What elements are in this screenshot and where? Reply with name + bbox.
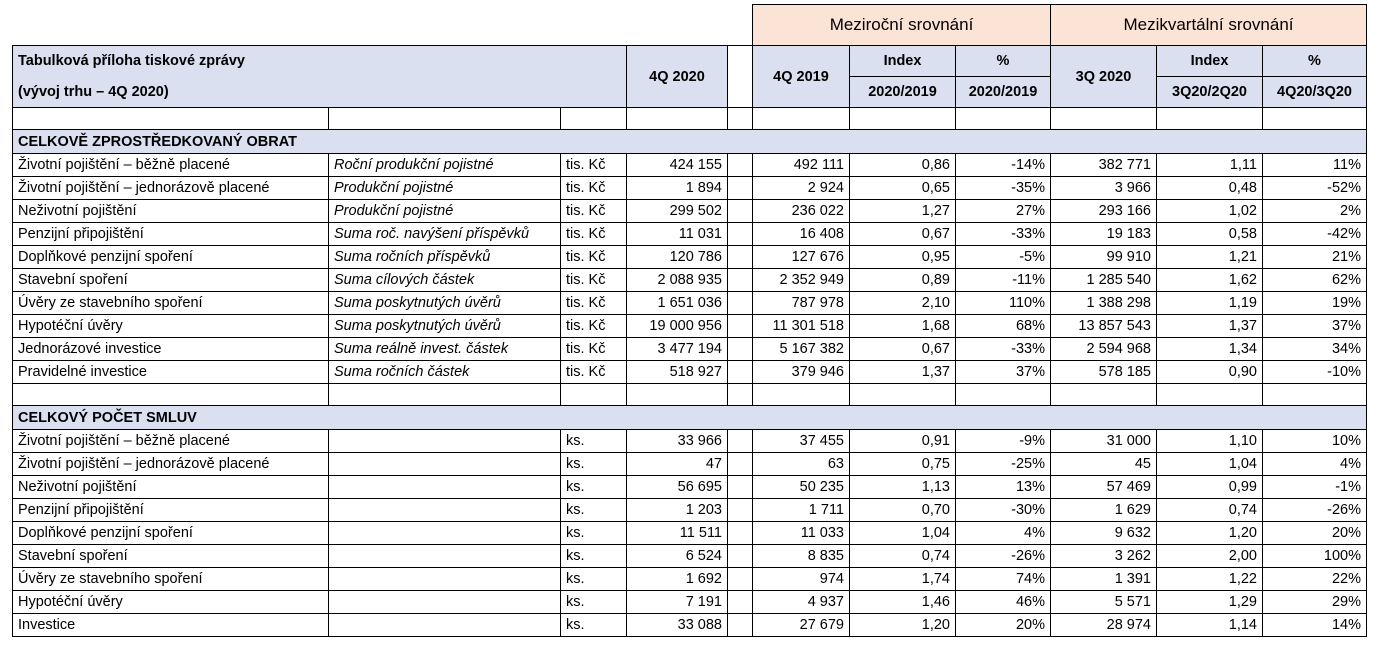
row-value-3q2020: 1 388 298 xyxy=(1051,292,1157,315)
row-unit: ks. xyxy=(561,499,627,522)
row-pct-yoy: -11% xyxy=(956,269,1051,292)
row-name: Doplňkové penzijní spoření xyxy=(13,246,329,269)
col-header-pct-qoq: % xyxy=(1263,46,1367,77)
row-measure xyxy=(329,591,561,614)
row-value-3q2020: 578 185 xyxy=(1051,361,1157,384)
row-value-4q2020: 11 511 xyxy=(627,522,728,545)
row-index-yoy: 0,91 xyxy=(850,430,956,453)
row-measure xyxy=(329,453,561,476)
row-index-qoq: 1,22 xyxy=(1157,568,1263,591)
row-value-4q2019: 787 978 xyxy=(753,292,850,315)
group-qoq-label: Mezikvartální srovnání xyxy=(1051,5,1367,46)
row-value-4q2019: 8 835 xyxy=(753,545,850,568)
row-value-4q2020: 47 xyxy=(627,453,728,476)
row-value-4q2020: 120 786 xyxy=(627,246,728,269)
row-value-4q2020: 33 966 xyxy=(627,430,728,453)
row-name: Penzijní připojištění xyxy=(13,499,329,522)
row-value-3q2020: 3 262 xyxy=(1051,545,1157,568)
row-value-4q2020: 299 502 xyxy=(627,200,728,223)
group-yoy-label: Meziroční srovnání xyxy=(753,5,1051,46)
row-value-3q2020: 1 391 xyxy=(1051,568,1157,591)
row-pct-yoy: -14% xyxy=(956,154,1051,177)
row-unit: ks. xyxy=(561,568,627,591)
col-header-index-yoy: Index xyxy=(850,46,956,77)
row-name: Životní pojištění – běžně placené xyxy=(13,430,329,453)
row-measure xyxy=(329,430,561,453)
row-name: Neživotní pojištění xyxy=(13,200,329,223)
row-pct-yoy: 20% xyxy=(956,614,1051,637)
row-pct-yoy: -33% xyxy=(956,338,1051,361)
row-value-4q2020: 6 524 xyxy=(627,545,728,568)
row-index-yoy: 1,46 xyxy=(850,591,956,614)
table-row xyxy=(13,223,1367,246)
row-value-4q2019: 379 946 xyxy=(753,361,850,384)
row-measure: Suma roč. navýšení příspěvků xyxy=(329,223,561,246)
row-index-qoq: 0,74 xyxy=(1157,499,1263,522)
row-unit: tis. Kč xyxy=(561,315,627,338)
table-row xyxy=(13,499,1367,522)
row-index-yoy: 0,67 xyxy=(850,338,956,361)
row-value-4q2019: 50 235 xyxy=(753,476,850,499)
row-index-yoy: 0,89 xyxy=(850,269,956,292)
row-pct-qoq: -1% xyxy=(1263,476,1367,499)
row-name: Penzijní připojištění xyxy=(13,223,329,246)
row-value-4q2020: 2 088 935 xyxy=(627,269,728,292)
spacer-row xyxy=(13,108,1367,130)
row-value-4q2020: 3 477 194 xyxy=(627,338,728,361)
row-index-yoy: 0,67 xyxy=(850,223,956,246)
table-row xyxy=(13,361,1367,384)
row-value-4q2020: 33 088 xyxy=(627,614,728,637)
col-header-4q2019: 4Q 2019 xyxy=(753,46,850,108)
row-name: Pravidelné investice xyxy=(13,361,329,384)
row-measure: Suma ročních příspěvků xyxy=(329,246,561,269)
row-pct-yoy: 13% xyxy=(956,476,1051,499)
col-header-2020-2019-index: 2020/2019 xyxy=(850,77,956,108)
row-name: Hypotéční úvěry xyxy=(13,315,329,338)
table-row xyxy=(13,154,1367,177)
row-unit: tis. Kč xyxy=(561,223,627,246)
row-unit: tis. Kč xyxy=(561,246,627,269)
row-unit: ks. xyxy=(561,430,627,453)
row-measure xyxy=(329,545,561,568)
row-unit: tis. Kč xyxy=(561,200,627,223)
row-index-qoq: 1,21 xyxy=(1157,246,1263,269)
group-header-row xyxy=(13,5,1367,46)
row-index-yoy: 0,70 xyxy=(850,499,956,522)
col-header-3q2020: 3Q 2020 xyxy=(1051,46,1157,108)
spacer-row xyxy=(13,384,1367,406)
row-value-4q2019: 127 676 xyxy=(753,246,850,269)
row-measure xyxy=(329,614,561,637)
row-value-4q2020: 424 155 xyxy=(627,154,728,177)
row-index-qoq: 1,14 xyxy=(1157,614,1263,637)
row-index-qoq: 1,02 xyxy=(1157,200,1263,223)
row-measure: Produkční pojistné xyxy=(329,200,561,223)
row-value-4q2019: 37 455 xyxy=(753,430,850,453)
section-title: CELKOVĚ ZPROSTŘEDKOVANÝ OBRAT xyxy=(13,130,1367,154)
row-measure xyxy=(329,568,561,591)
row-index-qoq: 0,48 xyxy=(1157,177,1263,200)
table-row xyxy=(13,568,1367,591)
section-title: CELKOVÝ POČET SMLUV xyxy=(13,406,1367,430)
row-pct-qoq: 10% xyxy=(1263,430,1367,453)
table-row xyxy=(13,453,1367,476)
row-index-yoy: 0,74 xyxy=(850,545,956,568)
row-value-4q2020: 1 894 xyxy=(627,177,728,200)
row-pct-yoy: 74% xyxy=(956,568,1051,591)
row-measure xyxy=(329,499,561,522)
row-name: Neživotní pojištění xyxy=(13,476,329,499)
row-unit: tis. Kč xyxy=(561,338,627,361)
row-value-4q2020: 19 000 956 xyxy=(627,315,728,338)
row-index-qoq: 0,99 xyxy=(1157,476,1263,499)
col-header-3q20-2q20: 3Q20/2Q20 xyxy=(1157,77,1263,108)
row-value-3q2020: 31 000 xyxy=(1051,430,1157,453)
row-pct-yoy: -9% xyxy=(956,430,1051,453)
row-name: Úvěry ze stavebního spoření xyxy=(13,292,329,315)
row-unit: tis. Kč xyxy=(561,292,627,315)
row-index-qoq: 2,00 xyxy=(1157,545,1263,568)
table-row xyxy=(13,177,1367,200)
row-measure xyxy=(329,522,561,545)
table-row xyxy=(13,522,1367,545)
section-title-row xyxy=(13,406,1367,430)
row-value-4q2020: 56 695 xyxy=(627,476,728,499)
row-value-4q2019: 63 xyxy=(753,453,850,476)
row-pct-qoq: 22% xyxy=(1263,568,1367,591)
row-index-qoq: 1,04 xyxy=(1157,453,1263,476)
table-row xyxy=(13,545,1367,568)
row-pct-qoq: -52% xyxy=(1263,177,1367,200)
table-row xyxy=(13,430,1367,453)
col-header-index-qoq: Index xyxy=(1157,46,1263,77)
row-value-3q2020: 9 632 xyxy=(1051,522,1157,545)
table-row xyxy=(13,269,1367,292)
row-pct-qoq: 11% xyxy=(1263,154,1367,177)
row-pct-qoq: 14% xyxy=(1263,614,1367,637)
row-pct-yoy: -25% xyxy=(956,453,1051,476)
row-pct-yoy: 37% xyxy=(956,361,1051,384)
row-name: Stavební spoření xyxy=(13,545,329,568)
row-value-3q2020: 45 xyxy=(1051,453,1157,476)
row-name: Doplňkové penzijní spoření xyxy=(13,522,329,545)
row-value-3q2020: 293 166 xyxy=(1051,200,1157,223)
header-row-1 xyxy=(13,46,1367,77)
row-index-qoq: 0,90 xyxy=(1157,361,1263,384)
row-measure: Suma ročních částek xyxy=(329,361,561,384)
row-value-4q2019: 2 352 949 xyxy=(753,269,850,292)
table-row xyxy=(13,292,1367,315)
row-value-4q2019: 27 679 xyxy=(753,614,850,637)
col-header-pct-yoy: % xyxy=(956,46,1051,77)
row-index-yoy: 1,13 xyxy=(850,476,956,499)
row-index-qoq: 1,37 xyxy=(1157,315,1263,338)
row-pct-yoy: -35% xyxy=(956,177,1051,200)
row-index-yoy: 0,65 xyxy=(850,177,956,200)
row-unit: tis. Kč xyxy=(561,269,627,292)
row-pct-qoq: -42% xyxy=(1263,223,1367,246)
row-index-qoq: 1,34 xyxy=(1157,338,1263,361)
row-value-3q2020: 2 594 968 xyxy=(1051,338,1157,361)
row-value-3q2020: 13 857 543 xyxy=(1051,315,1157,338)
section-title-row xyxy=(13,130,1367,154)
col-header-2020-2019-pct: 2020/2019 xyxy=(956,77,1051,108)
row-name: Úvěry ze stavebního spoření xyxy=(13,568,329,591)
row-measure: Roční produkční pojistné xyxy=(329,154,561,177)
row-value-4q2019: 11 033 xyxy=(753,522,850,545)
row-unit: ks. xyxy=(561,453,627,476)
row-unit: tis. Kč xyxy=(561,361,627,384)
row-value-4q2020: 7 191 xyxy=(627,591,728,614)
row-pct-qoq: 100% xyxy=(1263,545,1367,568)
row-name: Stavební spoření xyxy=(13,269,329,292)
row-name: Jednorázové investice xyxy=(13,338,329,361)
row-value-4q2020: 11 031 xyxy=(627,223,728,246)
col-header-4q2020: 4Q 2020 xyxy=(627,46,728,108)
row-index-yoy: 0,75 xyxy=(850,453,956,476)
row-pct-yoy: 68% xyxy=(956,315,1051,338)
row-value-4q2019: 5 167 382 xyxy=(753,338,850,361)
title-line-1: Tabulková příloha tiskové zprávy xyxy=(13,46,627,77)
row-value-3q2020: 99 910 xyxy=(1051,246,1157,269)
row-pct-yoy: -30% xyxy=(956,499,1051,522)
table-row xyxy=(13,591,1367,614)
row-value-3q2020: 28 974 xyxy=(1051,614,1157,637)
row-unit: ks. xyxy=(561,591,627,614)
row-index-yoy: 1,04 xyxy=(850,522,956,545)
row-value-3q2020: 382 771 xyxy=(1051,154,1157,177)
press-release-table xyxy=(12,4,1367,637)
row-index-yoy: 1,68 xyxy=(850,315,956,338)
row-value-4q2019: 11 301 518 xyxy=(753,315,850,338)
table-row xyxy=(13,614,1367,637)
row-index-yoy: 1,74 xyxy=(850,568,956,591)
col-header-4q20-3q20: 4Q20/3Q20 xyxy=(1263,77,1367,108)
row-unit: ks. xyxy=(561,545,627,568)
row-measure: Suma poskytnutých úvěrů xyxy=(329,292,561,315)
row-index-yoy: 2,10 xyxy=(850,292,956,315)
row-value-4q2019: 492 111 xyxy=(753,154,850,177)
row-value-4q2019: 4 937 xyxy=(753,591,850,614)
row-pct-qoq: -26% xyxy=(1263,499,1367,522)
row-pct-qoq: 29% xyxy=(1263,591,1367,614)
row-value-3q2020: 57 469 xyxy=(1051,476,1157,499)
row-measure: Suma poskytnutých úvěrů xyxy=(329,315,561,338)
row-value-4q2019: 16 408 xyxy=(753,223,850,246)
row-measure: Suma reálně invest. částek xyxy=(329,338,561,361)
row-pct-qoq: 4% xyxy=(1263,453,1367,476)
row-pct-yoy: -26% xyxy=(956,545,1051,568)
row-pct-qoq: -10% xyxy=(1263,361,1367,384)
row-index-qoq: 1,10 xyxy=(1157,430,1263,453)
row-pct-qoq: 20% xyxy=(1263,522,1367,545)
row-name: Investice xyxy=(13,614,329,637)
row-index-yoy: 0,86 xyxy=(850,154,956,177)
row-measure: Suma cílových částek xyxy=(329,269,561,292)
row-measure: Produkční pojistné xyxy=(329,177,561,200)
row-value-4q2020: 1 203 xyxy=(627,499,728,522)
row-pct-qoq: 2% xyxy=(1263,200,1367,223)
row-index-yoy: 1,20 xyxy=(850,614,956,637)
row-name: Životní pojištění – běžně placené xyxy=(13,154,329,177)
row-pct-yoy: 46% xyxy=(956,591,1051,614)
row-value-4q2020: 518 927 xyxy=(627,361,728,384)
row-index-yoy: 0,95 xyxy=(850,246,956,269)
row-pct-qoq: 19% xyxy=(1263,292,1367,315)
table-row xyxy=(13,315,1367,338)
row-value-3q2020: 3 966 xyxy=(1051,177,1157,200)
row-value-4q2020: 1 651 036 xyxy=(627,292,728,315)
table-row xyxy=(13,338,1367,361)
table-row xyxy=(13,246,1367,269)
row-index-yoy: 1,27 xyxy=(850,200,956,223)
row-index-qoq: 0,58 xyxy=(1157,223,1263,246)
row-pct-yoy: 110% xyxy=(956,292,1051,315)
row-value-3q2020: 1 629 xyxy=(1051,499,1157,522)
row-name: Životní pojištění – jednorázově placené xyxy=(13,177,329,200)
row-pct-qoq: 37% xyxy=(1263,315,1367,338)
row-name: Hypotéční úvěry xyxy=(13,591,329,614)
row-pct-qoq: 62% xyxy=(1263,269,1367,292)
row-unit: ks. xyxy=(561,476,627,499)
row-value-4q2020: 1 692 xyxy=(627,568,728,591)
row-value-4q2019: 974 xyxy=(753,568,850,591)
row-index-qoq: 1,19 xyxy=(1157,292,1263,315)
row-index-yoy: 1,37 xyxy=(850,361,956,384)
row-value-3q2020: 5 571 xyxy=(1051,591,1157,614)
row-pct-yoy: 4% xyxy=(956,522,1051,545)
row-measure xyxy=(329,476,561,499)
row-pct-yoy: 27% xyxy=(956,200,1051,223)
row-unit: tis. Kč xyxy=(561,154,627,177)
row-value-3q2020: 19 183 xyxy=(1051,223,1157,246)
row-index-qoq: 1,62 xyxy=(1157,269,1263,292)
title-line-2: (vývoj trhu – 4Q 2020) xyxy=(13,77,627,108)
row-unit: ks. xyxy=(561,522,627,545)
row-unit: ks. xyxy=(561,614,627,637)
row-pct-yoy: -33% xyxy=(956,223,1051,246)
row-index-qoq: 1,20 xyxy=(1157,522,1263,545)
row-value-4q2019: 2 924 xyxy=(753,177,850,200)
row-index-qoq: 1,11 xyxy=(1157,154,1263,177)
row-pct-qoq: 21% xyxy=(1263,246,1367,269)
row-unit: tis. Kč xyxy=(561,177,627,200)
row-pct-yoy: -5% xyxy=(956,246,1051,269)
table-row xyxy=(13,200,1367,223)
row-value-4q2019: 1 711 xyxy=(753,499,850,522)
row-name: Životní pojištění – jednorázově placené xyxy=(13,453,329,476)
row-index-qoq: 1,29 xyxy=(1157,591,1263,614)
row-value-4q2019: 236 022 xyxy=(753,200,850,223)
row-value-3q2020: 1 285 540 xyxy=(1051,269,1157,292)
row-pct-qoq: 34% xyxy=(1263,338,1367,361)
table-row xyxy=(13,476,1367,499)
